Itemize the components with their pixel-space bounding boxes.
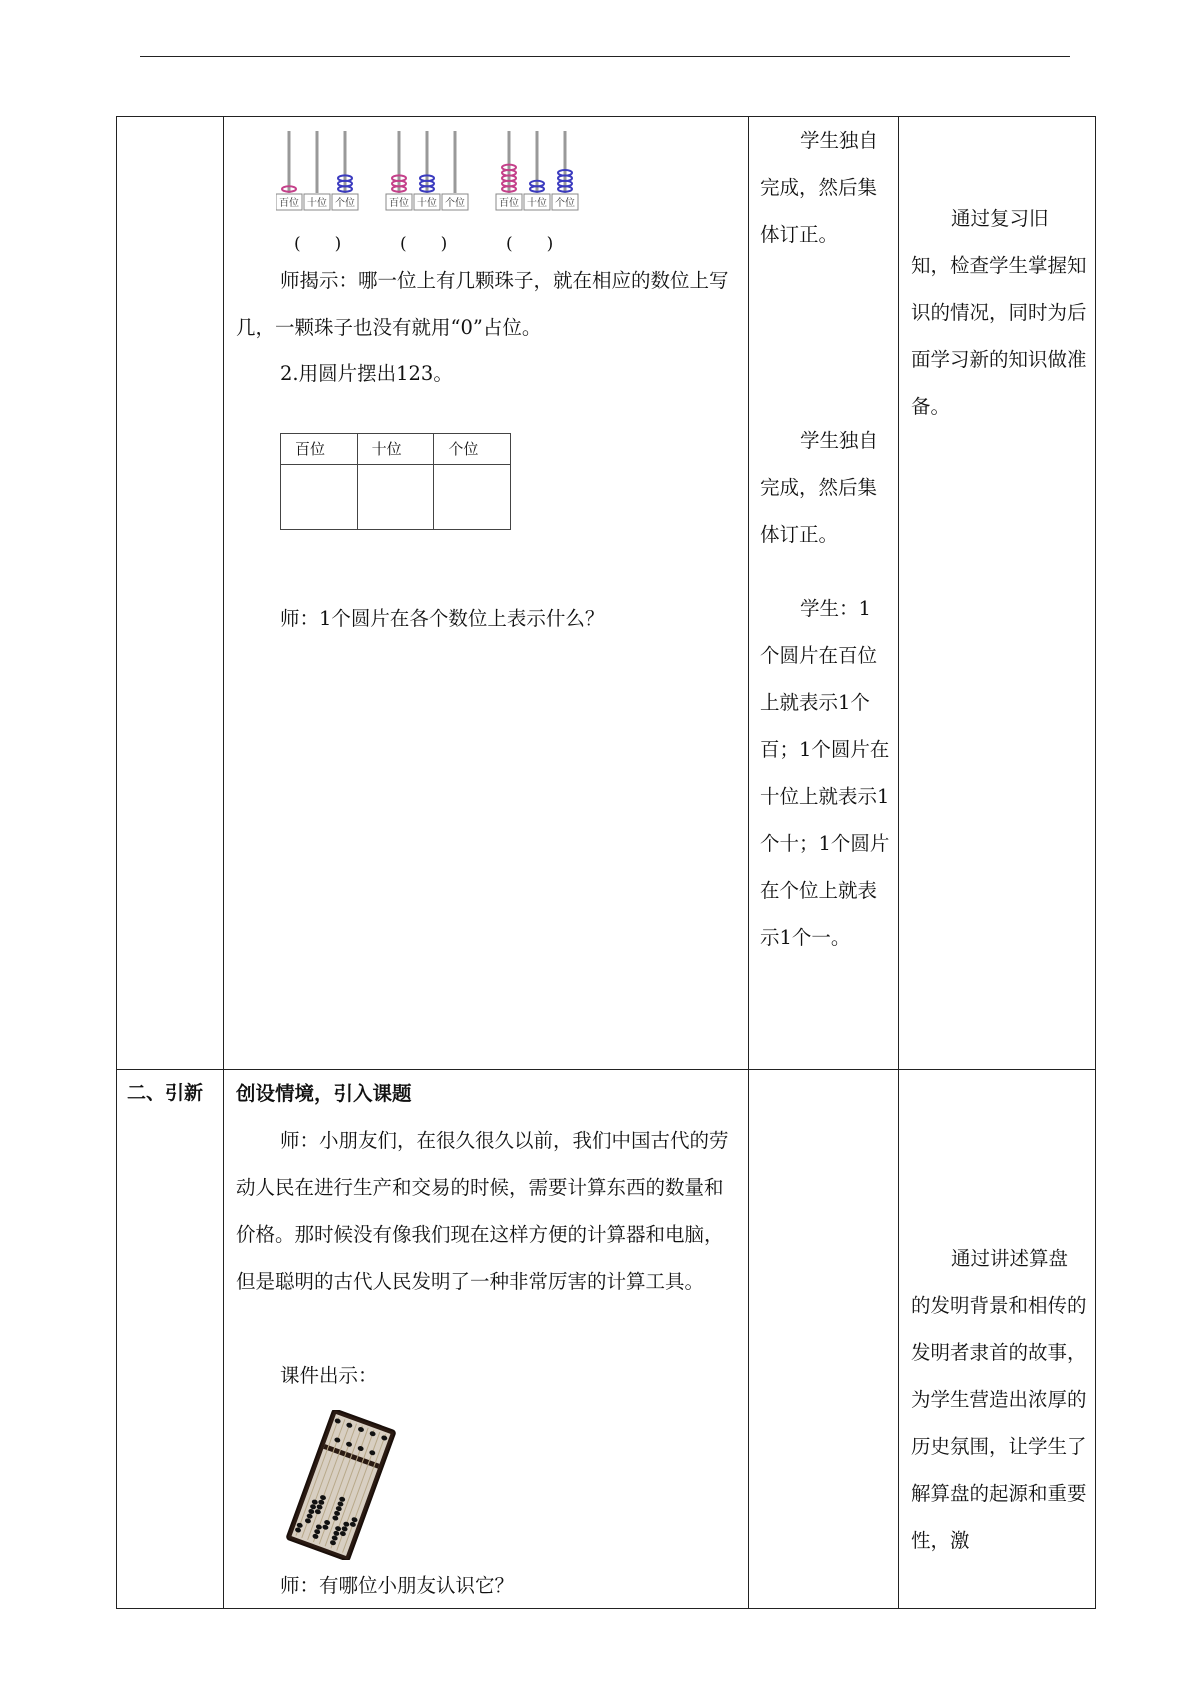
abacus-place-label: 个位	[335, 198, 355, 209]
abacus-place-label: 个位	[555, 198, 575, 209]
student-note-1: 学生独自完成，然后集体订正。	[760, 129, 879, 246]
abacus-3	[496, 131, 578, 210]
abacus-place-label: 十位	[527, 198, 547, 209]
table-row	[117, 1070, 1096, 1609]
lesson-plan-table	[116, 116, 1096, 1609]
design-intent-cell	[899, 1070, 1096, 1609]
place-value-table	[280, 433, 511, 530]
design-intent-text-1: 通过复习旧知，检查学生掌握知识的情况，同时为后面学习新的知识做准备。	[911, 207, 1087, 418]
teacher-reveal-text: 师揭示：哪一位上有几颗珠子，就在相应的数位上写几，一颗珠子也没有就用“0”占位。	[236, 269, 729, 339]
abacus-place-label: 百位	[279, 198, 299, 209]
student-answer: 学生：1个圆片在百位上就表示1个百；1个圆片在十位上就表示1个十；1个圆片在个位上就表示1个一。	[760, 597, 890, 949]
design-intent-text-2: 通过讲述算盘的发明背景和相传的发明者隶首的故事，为学生营造出浓厚的历史氛围，让学生了解算盘的起源和重要性，激	[911, 1247, 1087, 1552]
place-cell-tens	[357, 465, 434, 530]
place-header-ones: 个位	[434, 434, 511, 465]
abacus-place-label: 百位	[389, 198, 409, 209]
design-intent-cell	[899, 117, 1096, 1070]
stage-cell	[117, 1070, 224, 1609]
task2-text: 2.用圆片摆出123。	[280, 362, 453, 385]
table-row	[117, 117, 1096, 1070]
student-note-2: 学生独自完成，然后集体订正。	[760, 429, 879, 546]
stage-cell	[117, 117, 224, 1070]
teacher-ask-text: 师：有哪位小朋友认识它？	[280, 1574, 515, 1597]
abacus-2	[386, 131, 468, 210]
abacus-photo	[276, 1410, 406, 1560]
abacus-place-label: 百位	[499, 198, 519, 209]
teaching-content-cell	[224, 1070, 749, 1609]
teaching-content-cell	[224, 117, 749, 1070]
section-heading: 创设情境，引入课题	[236, 1082, 412, 1105]
place-cell-hundreds	[281, 465, 358, 530]
student-activity-cell	[749, 117, 899, 1070]
answer-blank-3: ( )	[506, 234, 554, 254]
abacus-place-label: 十位	[417, 198, 437, 209]
courseware-text: 课件出示：	[280, 1364, 378, 1387]
section-label: 二、引新	[127, 1082, 204, 1104]
answer-blank-1: ( )	[294, 234, 342, 254]
answer-blank-2: ( )	[400, 234, 448, 254]
abacus-place-label: 十位	[307, 198, 327, 209]
student-activity-cell	[749, 1070, 899, 1609]
abacus-place-label: 个位	[445, 198, 465, 209]
header-rule	[140, 56, 1070, 57]
place-cell-ones	[434, 465, 511, 530]
abacus-diagrams	[276, 127, 636, 237]
place-header-hundreds: 百位	[281, 434, 358, 465]
abacus-1	[276, 131, 358, 210]
place-header-tens: 十位	[357, 434, 434, 465]
teacher-story-text: 师：小朋友们，在很久很久以前，我们中国古代的劳动人民在进行生产和交易的时候，需要计算东西的数量和价格。那时候没有像我们现在这样方便的计算器和电脑，但是聪明的古代人民发明了一种非常厉害的计算工具。	[236, 1129, 729, 1293]
teacher-question-text: 师：1个圆片在各个数位上表示什么？	[280, 607, 605, 630]
